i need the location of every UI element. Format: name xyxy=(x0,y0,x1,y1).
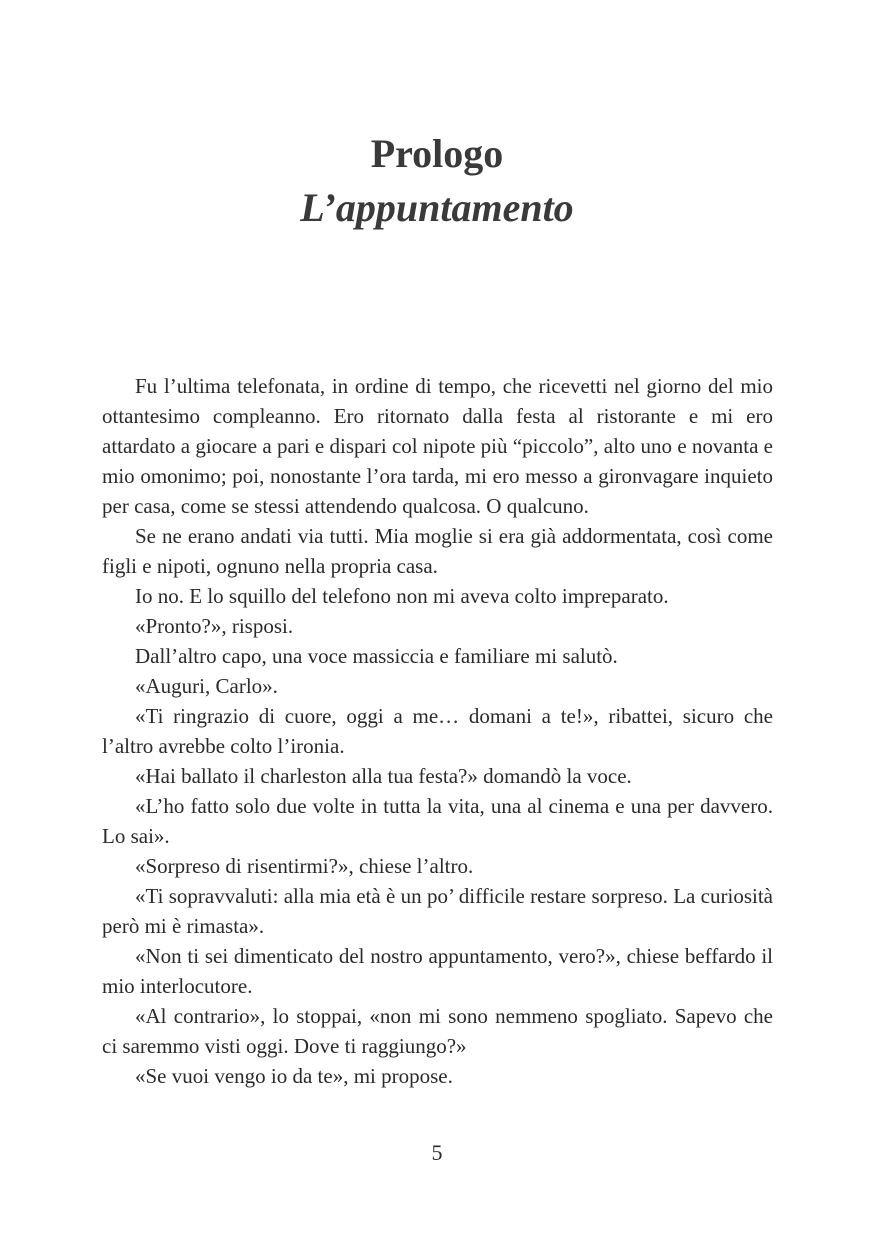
paragraph: «Sorpreso di risentirmi?», chiese l’altro. xyxy=(135,854,474,878)
chapter-title: Prologo xyxy=(370,131,504,176)
paragraph: «Al contrario», lo stoppai, «non mi sono nemmeno spogliato. Sapevo che ci saremmo visti oggi. Dove ti raggiungo?» xyxy=(102,1004,773,1058)
paragraph: «Se vuoi vengo io da te», mi propose. xyxy=(135,1064,453,1088)
body-text xyxy=(102,371,773,1091)
paragraph: Fu l’ultima telefonata, in ordine di tempo, che ricevetti nel giorno del mio ottantesimo compleanno. Ero ritornato dalla festa al ristorante e mi ero attardato a giocare a pari e dispari col nipote più “piccolo”, alto uno e novanta e mio omonimo; poi, nonostante l’ora tarda, mi ero messo a gironvagare inquieto per casa, come se stessi attendendo qualcosa. O qualcuno. xyxy=(102,374,773,518)
paragraph: Dall’altro capo, una voce massiccia e familiare mi salutò. xyxy=(135,644,618,668)
paragraph: «Ti sopravvaluti: alla mia età è un po’ difficile restare sorpreso. La curiosità però mi è rimasta». xyxy=(102,884,773,938)
paragraph: «L’ho fatto solo due volte in tutta la vita, una al cinema e una per davvero. Lo sai». xyxy=(102,794,773,848)
page-number: 5 xyxy=(431,1140,443,1165)
paragraph: «Pronto?», risposi. xyxy=(135,614,294,638)
paragraph: Io no. E lo squillo del telefono non mi aveva colto impreparato. xyxy=(135,584,669,608)
chapter-subtitle: L’appuntamento xyxy=(300,185,574,230)
paragraph: «Auguri, Carlo». xyxy=(135,674,278,698)
paragraph: «Hai ballato il charleston alla tua festa?» domandò la voce. xyxy=(135,764,632,788)
paragraph: «Non ti sei dimenticato del nostro appuntamento, vero?», chiese beffardo il mio interlocutore. xyxy=(102,944,773,998)
paragraph: Se ne erano andati via tutti. Mia moglie si era già addormentata, così come figli e nipoti, ognuno nella propria casa. xyxy=(102,524,773,578)
paragraph: «Ti ringrazio di cuore, oggi a me… domani a te!», ribattei, sicuro che l’altro avrebbe colto l’ironia. xyxy=(102,704,773,758)
